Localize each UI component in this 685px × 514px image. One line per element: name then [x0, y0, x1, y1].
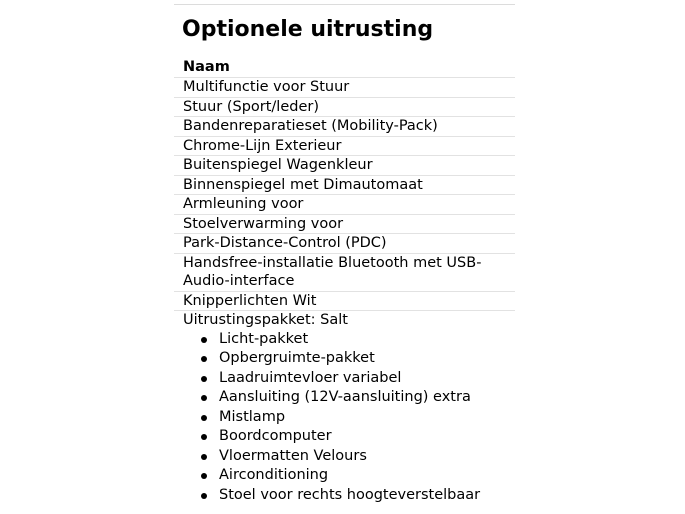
- equipment-table: [174, 58, 515, 505]
- page-title: Optionele uitrusting: [182, 17, 434, 42]
- table-row: [174, 214, 515, 234]
- table-row: [174, 291, 515, 311]
- table-header-row: [174, 58, 515, 78]
- table-row: [174, 117, 515, 137]
- list-item: Aansluiting (12V-aansluiting) extra: [199, 388, 515, 408]
- table-row: [174, 78, 515, 98]
- equipment-name: Handsfree-installatie Bluetooth met USB-Audio-interface: [174, 253, 515, 291]
- equipment-name: Knipperlichten Wit: [174, 291, 515, 311]
- list-item: Vloermatten Velours: [199, 447, 515, 467]
- table-row: [174, 97, 515, 117]
- equipment-name: Stoelverwarming voor: [174, 214, 515, 234]
- list-item: Opbergruimte-pakket: [199, 349, 515, 369]
- list-item: Boordcomputer: [199, 427, 515, 447]
- list-item: Licht-pakket: [199, 330, 515, 350]
- package-cell: [174, 311, 515, 506]
- equipment-name: Armleuning voor: [174, 195, 515, 215]
- package-item-list: [183, 330, 515, 506]
- list-item: Airconditioning: [199, 466, 515, 486]
- equipment-name: Park-Distance-Control (PDC): [174, 234, 515, 254]
- equipment-name: Stuur (Sport/leder): [174, 97, 515, 117]
- list-item: Laadruimtevloer variabel: [199, 369, 515, 389]
- column-header-name: Naam: [174, 58, 515, 78]
- table-row: [174, 136, 515, 156]
- table-row: [174, 156, 515, 176]
- equipment-name: Multifunctie voor Stuur: [174, 78, 515, 98]
- table-row: [174, 195, 515, 215]
- package-name: Uitrustingspakket: Salt: [183, 312, 348, 328]
- equipment-panel: [174, 0, 515, 505]
- table-row: [174, 253, 515, 291]
- list-item: Stoel voor rechts hoogteverstelbaar: [199, 486, 515, 506]
- table-row-package: [174, 311, 515, 506]
- list-item: Mistlamp: [199, 408, 515, 428]
- equipment-name: Buitenspiegel Wagenkleur: [174, 156, 515, 176]
- table-row: [174, 234, 515, 254]
- equipment-name: Bandenreparatieset (Mobility-Pack): [174, 117, 515, 137]
- table-row: [174, 175, 515, 195]
- top-divider: [174, 4, 515, 5]
- equipment-name: Chrome-Lijn Exterieur: [174, 136, 515, 156]
- equipment-name: Binnenspiegel met Dimautomaat: [174, 175, 515, 195]
